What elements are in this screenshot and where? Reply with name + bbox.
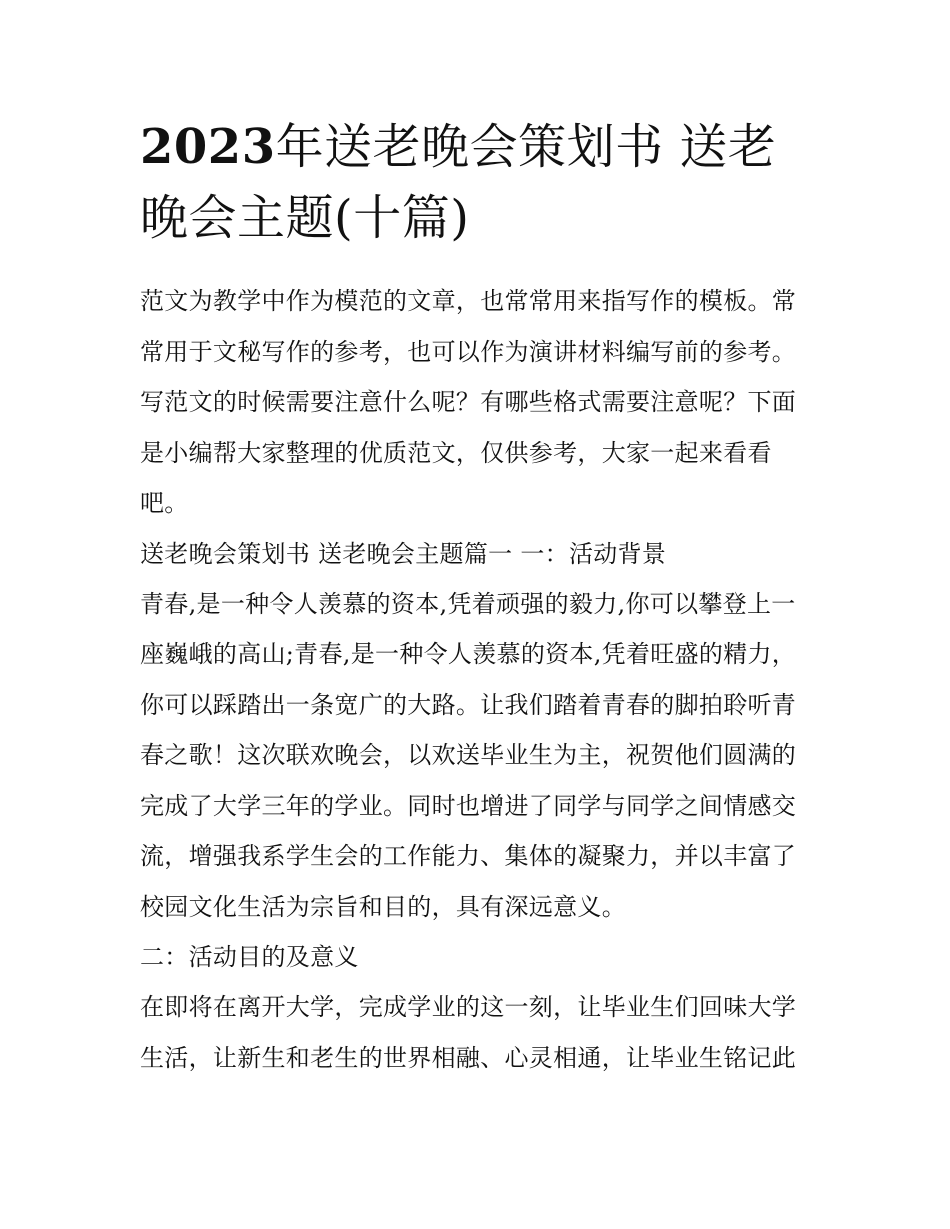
intro-paragraph: 范文为教学中作为模范的文章，也常常用来指写作的模板。常常用于文秘写作的参考，也可以作为演讲材料编写前的参考。写范文的时候需要注意什么呢？有哪些格式需要注意呢？下面是小编帮大家整理的优质范文，仅供参考，大家一起来看看吧。 (140, 287, 797, 517)
document-title (140, 112, 812, 254)
purpose-paragraph: 在即将在离开大学，完成学业的这一刻，让毕业生们回味大学生活，让新生和老生的世界相融、心灵相通，让毕业生铭记此 (140, 993, 797, 1072)
document-body (140, 276, 812, 1083)
document-page (140, 112, 812, 1083)
background-paragraph: 青春,是一种令人羡慕的资本,凭着顽强的毅力,你可以攀登上一座巍峨的高山;青春,是一种令人羡慕的资本,凭着旺盛的精力，你可以踩踏出一条宽广的大路。让我们踏着青春的脚拍聆听青春之歌！这次联欢晚会，以欢送毕业生为主，祝贺他们圆满的完成了大学三年的学业。同时也增进了同学与同学之间情感交流，增强我系学生会的工作能力、集体的凝聚力，并以丰富了校园文化生活为宗旨和目的，具有深远意义。 (140, 589, 797, 921)
title-year: 2023 (140, 119, 276, 175)
title-text: 年送老晚会策划书 送老晚会主题(十篇) (140, 119, 777, 246)
section-heading: 送老晚会策划书 送老晚会主题篇一 一：活动背景 (140, 539, 667, 568)
section-heading: 二：活动目的及意义 (140, 943, 359, 971)
